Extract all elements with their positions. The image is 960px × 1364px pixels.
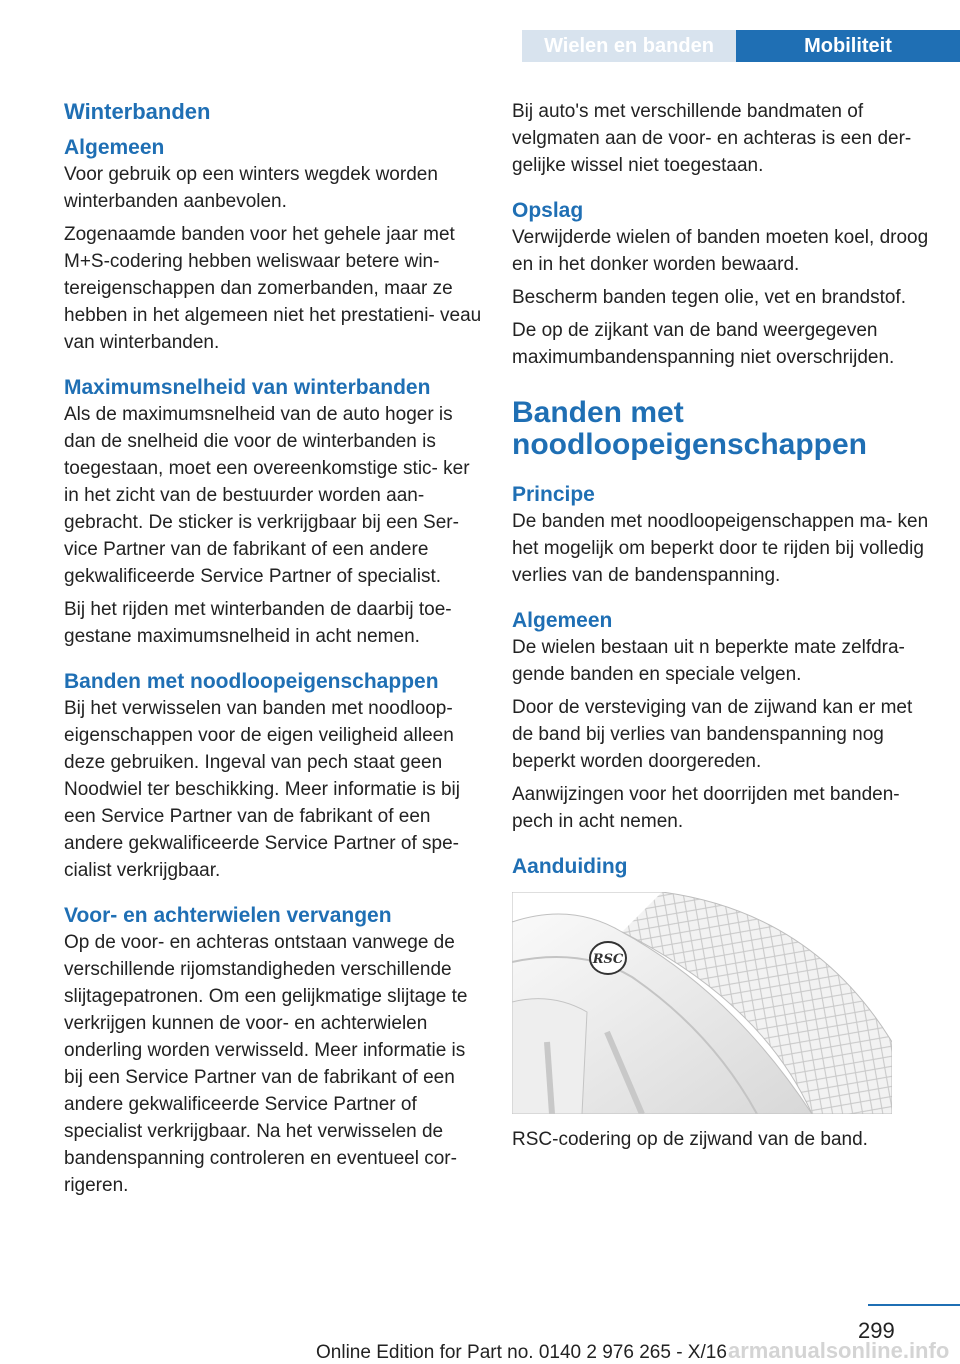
- right-column: [512, 98, 930, 1159]
- subheading-maximumsnelheid: Maximumsnelheid van winterbanden: [64, 376, 431, 399]
- paragraph: Als de maximumsnelheid van de auto hoger is dan de snelheid die voor de winterbanden is toegestaan, moet een overeenkomstige stic- ker in het zicht van de bestuurder worden aan- gebracht. De sticker is verkrijgbaar bij een Ser- vice Partner van de fabrikant of een andere gekwalificeerde Service Partner of specialist.: [64, 404, 470, 587]
- paragraph: Bij auto's met verschillende bandmaten of velgmaten aan de voor- en achteras is een der- gelijke wissel niet toegestaan.: [512, 101, 912, 176]
- paragraph: Aanwijzingen voor het doorrijden met banden- pech in acht nemen.: [512, 784, 900, 832]
- subheading-algemeen-right: Algemeen: [512, 609, 613, 632]
- paragraph: Bij het verwisselen van banden met noodloop- eigenschappen voor de eigen veiligheid alleen deze gebruiken. Ingeval van pech staat geen Noodwiel ter beschikking. Meer informatie is bij een Service Partner van de fabrikant of een andere gekwalificeerde Service Partner of spe- cialist verkrijgbaar.: [64, 698, 460, 881]
- svg-text:RSC: RSC: [592, 952, 624, 967]
- page-header: [0, 0, 960, 62]
- footer-rule: [868, 1304, 960, 1306]
- section-heading-winterbanden: Winterbanden: [64, 99, 211, 124]
- footer-edition: Online Edition for Part no. 0140 2 976 265 - X/16: [316, 1342, 727, 1363]
- rsc-tire-illustration: [512, 892, 892, 1114]
- paragraph: Verwijderde wielen of banden moeten koel, droog en in het donker worden bewaard.: [512, 227, 929, 275]
- subheading-noodloop: Banden met noodloopeigenschappen: [64, 670, 439, 693]
- paragraph: De wielen bestaan uit n beperkte mate zelfdra- gende banden en speciale velgen.: [512, 637, 905, 685]
- paragraph: Bij het rijden met winterbanden de daarbij toe- gestane maximumsnelheid in acht nemen.: [64, 599, 452, 647]
- page-number: 299: [858, 1318, 895, 1343]
- subheading-principe: Principe: [512, 483, 595, 506]
- chapter-tab-wielen-en-banden[interactable]: Wielen en banden: [522, 30, 736, 62]
- subheading-aanduiding: Aanduiding: [512, 855, 628, 878]
- subheading-vervangen: Voor- en achterwielen vervangen: [64, 904, 392, 927]
- section-heading-banden-met: Banden met noodloopeigenschappen: [512, 396, 868, 461]
- watermark: armanualsonline.info: [728, 1338, 950, 1363]
- paragraph: De op de zijkant van de band weergegeven maximumbandenspanning niet overschrijden.: [512, 320, 895, 368]
- paragraph: Door de versteviging van de zijwand kan er met de band bij verlies van bandenspanning nog beperkt worden doorgereden.: [512, 697, 913, 772]
- figure-caption: RSC-codering op de zijwand van de band.: [512, 1129, 868, 1150]
- chapter-tab-mobiliteit[interactable]: Mobiliteit: [736, 30, 960, 62]
- paragraph: Voor gebruik op een winters wegdek worden winterbanden aanbevolen.: [64, 164, 438, 212]
- left-column: [64, 98, 482, 1205]
- paragraph: Op de voor- en achteras ontstaan vanwege de verschillende rijomstandigheden verschillende slijtagepatronen. Om een gelijkmatige slijtage te verkrijgen kunnen de voor- en achterwielen onderling worden verwisseld. Meer informatie is bij een Service Partner van de fabrikant of een andere gekwalificeerde Service Partner of specialist verkrijgbaar. Na het verwisselen de bandenspanning controleren en eventueel cor- rigeren.: [64, 932, 468, 1196]
- subheading-opslag: Opslag: [512, 199, 584, 222]
- subheading-algemeen: Algemeen: [64, 136, 165, 159]
- paragraph: Bescherm banden tegen olie, vet en brandstof.: [512, 287, 906, 308]
- paragraph: Zogenaamde banden voor het gehele jaar met M+S-codering hebben weliswaar betere win- tereigenschappen dan zomerbanden, maar ze hebben in het algemeen niet het prestatieni- veau van winterbanden.: [64, 224, 482, 353]
- paragraph: De banden met noodloopeigenschappen ma- ken het mogelijk om beperkt door te rijden bij volledig verlies van de bandenspanning.: [512, 511, 929, 586]
